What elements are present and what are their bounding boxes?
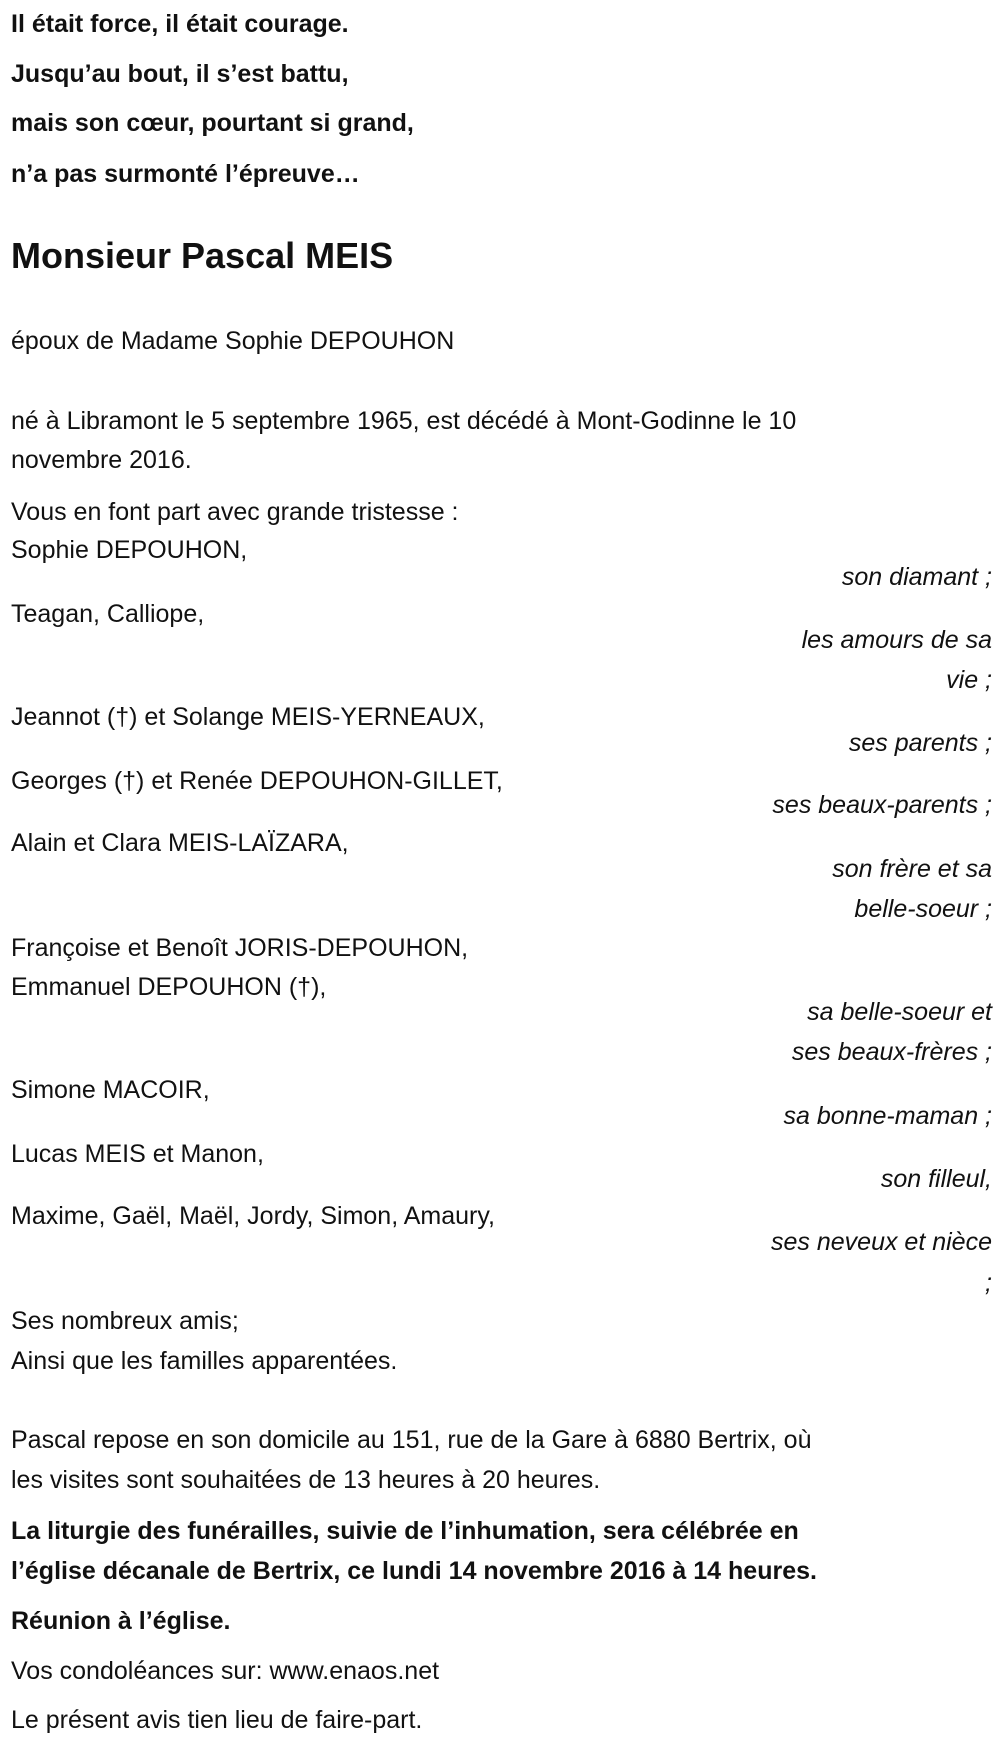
relation-line: son diamant ; xyxy=(841,563,992,591)
family-relation xyxy=(732,785,992,825)
families-line: Ainsi que les familles apparentées. xyxy=(11,1347,398,1375)
family-names: Simone MACOIR, xyxy=(11,1076,210,1104)
spouse-line: époux de Madame Sophie DEPOUHON xyxy=(11,327,455,355)
relation-line: les amours de sa xyxy=(801,626,992,654)
condolences-line: Vos condoléances sur: www.enaos.net xyxy=(11,1657,440,1685)
family-relation xyxy=(732,992,992,1072)
relation-line: sa bonne-maman ; xyxy=(783,1102,992,1130)
family-names: Lucas MEIS et Manon, xyxy=(11,1140,264,1168)
relation-line: sa belle-soeur et xyxy=(807,998,992,1026)
family-names: Françoise et Benoît JORIS-DEPOUHON, xyxy=(11,934,469,962)
family-names: Georges (†) et Renée DEPOUHON-GILLET, xyxy=(11,767,503,795)
friends-line: Ses nombreux amis; xyxy=(11,1307,239,1335)
relation-line: ses beaux-parents ; xyxy=(772,791,992,819)
family-relation xyxy=(732,1096,992,1136)
relation-line: ses beaux-frères ; xyxy=(791,1038,992,1066)
family-relation xyxy=(732,723,992,763)
family-names: Emmanuel DEPOUHON (†), xyxy=(11,973,327,1001)
family-names: Teagan, Calliope, xyxy=(11,600,205,628)
relation-line: ; xyxy=(985,1269,992,1297)
relation-line: vie ; xyxy=(946,666,992,694)
family-relation xyxy=(732,1159,992,1199)
relation-line: belle-soeur ; xyxy=(854,895,992,923)
family-relation xyxy=(732,557,992,597)
relation-line: son frère et sa xyxy=(832,855,992,883)
intro-line: Vous en font part avec grande tristesse : xyxy=(11,498,459,526)
poem-line: n’a pas surmonté l’épreuve… xyxy=(11,160,360,188)
relation-line: ses parents ; xyxy=(848,729,992,757)
liturgy-line: l’église décanale de Bertrix, ce lundi 14 novembre 2016 à 14 heures. xyxy=(11,1557,817,1585)
family-names: Jeannot (†) et Solange MEIS-YERNEAUX, xyxy=(11,703,485,731)
notice-line: Le présent avis tien lieu de faire-part. xyxy=(11,1706,423,1734)
liturgy-line: La liturgie des funérailles, suivie de l’inhumation, sera célébrée en xyxy=(11,1517,799,1545)
visit-line: Pascal repose en son domicile au 151, rue de la Gare à 6880 Bertrix, où xyxy=(11,1426,812,1454)
birth-death-line: né à Libramont le 5 septembre 1965, est décédé à Mont-Godinne le 10 xyxy=(11,407,797,435)
deceased-name: Monsieur Pascal MEIS xyxy=(11,235,394,276)
meeting-line: Réunion à l’église. xyxy=(11,1607,231,1635)
relation-line: ses neveux et nièce xyxy=(771,1228,992,1256)
poem-line: mais son cœur, pourtant si grand, xyxy=(11,109,414,137)
poem-line: Il était force, il était courage. xyxy=(11,10,349,38)
poem-line: Jusqu’au bout, il s’est battu, xyxy=(11,60,349,88)
family-relation xyxy=(732,849,992,929)
family-relation xyxy=(732,1222,992,1304)
family-names: Alain et Clara MEIS-LAÏZARA, xyxy=(11,829,349,857)
birth-death-line: novembre 2016. xyxy=(11,446,192,474)
family-relation xyxy=(732,620,992,700)
family-names: Sophie DEPOUHON, xyxy=(11,536,248,564)
visit-line: les visites sont souhaitées de 13 heures à 20 heures. xyxy=(11,1466,601,1494)
relation-line: son filleul, xyxy=(880,1165,992,1193)
family-names: Maxime, Gaël, Maël, Jordy, Simon, Amaury, xyxy=(11,1202,495,1230)
